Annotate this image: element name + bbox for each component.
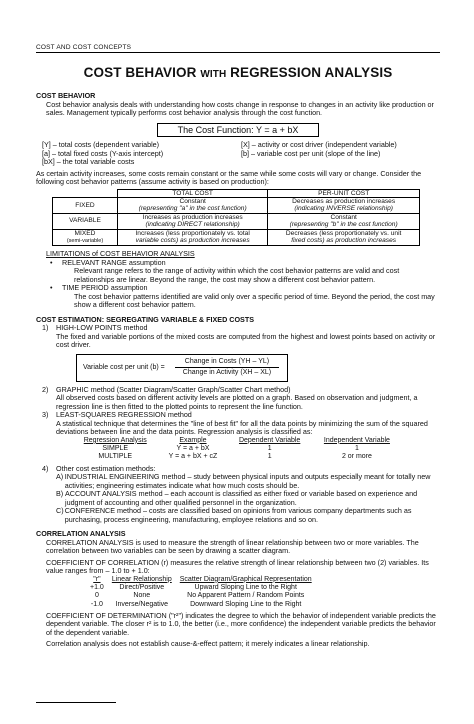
- method-1-text: The fixed and variable portions of the mixed costs are computed from the highest and lowest points based on activity or cost driver.: [56, 331, 436, 350]
- limitation-1-text: Relevant range refers to the range of activity within which the cost behavior patterns are valid and cost relationships are linear. Beyond the range, the cost may show a different cost behavior pattern.: [74, 266, 400, 284]
- list-item: A) INDUSTRIAL ENGINEERING method – study between physical inputs and outputs especially meant for totally new activities; engineering estimates indicate what how much costs should be.: [56, 472, 431, 490]
- method-2-title: GRAPHIC method (Scatter Diagram/Scatter Graph/Scatter Chart method): [56, 384, 291, 394]
- limitation-1-title: RELEVANT RANGE assumption: [62, 257, 166, 267]
- regression-table: Regression Analysis Example Dependent Variable Independent Variable SIMPLE Y = a + bX 1 1 MULTIPLE Y = a + bX + cZ 1 2 or more: [72, 437, 402, 462]
- bullet-icon: •: [50, 257, 53, 267]
- section-heading-correlation: CORRELATION ANALYSIS: [36, 529, 126, 539]
- variable-definitions: [36, 141, 440, 167]
- def-bx: [bX] – the total variable costs: [42, 157, 135, 166]
- method-4-title: Other cost estimation methods:: [56, 463, 156, 473]
- cost-behavior-table: [52, 189, 420, 247]
- def-y: [Y] – total costs (dependent variable): [42, 140, 160, 149]
- cost-behavior-intro: Cost behavior analysis deals with understanding how costs change in response to changes in an activity like production or sales. Management typically performs cost behavior analysis through the cost function.: [46, 99, 434, 117]
- method-3-text: A statistical technique that determines the "line of best fit" for all the data points by minimizing the sum of the squared deviations between line and the data points. Regression analysis is classified as:: [56, 418, 428, 437]
- table-row: SIMPLE Y = a + bX 1 1: [102, 445, 359, 453]
- cost-function-formula: The Cost Function: Y = a + bX: [157, 123, 319, 138]
- correlation-p2: COEFFICIENT OF CORRELATION (r) measures the relative strength of linear relationship between two (2) variables. Its value ranges from – 1.0 to + 1.0:: [46, 557, 429, 576]
- table-row: MIXED (semi-variable) Increases (less proportionately vs. total variable costs) as production increases Decreases (less proportionately vs. unit fixed costs) as production increases: [53, 229, 420, 246]
- limitation-2-title: TIME PERIOD assumption: [62, 283, 148, 293]
- method-2-text: All observed costs based on different activity levels are plotted on a graph. Based on observation and judgment, a regression line is then fitted to the plotted points to represent the line function.: [56, 393, 418, 411]
- formula-denominator: Change in Activity (XH – XL): [182, 369, 272, 377]
- bullet-icon: •: [50, 283, 53, 293]
- footnote-divider: [36, 702, 116, 703]
- table-row: MULTIPLE Y = a + bX + cZ 1 2 or more: [98, 453, 372, 461]
- limitation-2-text: The cost behavior patterns identified are valid only over a specific period of time. Beyond the period, the cost may show a different cost behavior pattern.: [74, 291, 435, 310]
- correlation-p3: COEFFICIENT OF DETERMINATION ("r²") indicates the degree to which the behavior of independent variable predicts the dependent variable. The closer r² is to 1.0, the better (i.e., more confidence) the independent variable predicts the behavior of the dependent variable.: [46, 610, 436, 637]
- table-row: +1.0 Direct/Positive Upward Sloping Line to the Right: [90, 584, 297, 592]
- table-row: FIXED Constant (representing "a" in the cost function) Decreases as production increases (indicating INVERSE relationship): [53, 197, 420, 213]
- limitations-heading: LIMITATIONS of COST BEHAVIOR ANALYSIS: [46, 249, 195, 259]
- row-label: VARIABLE: [53, 213, 118, 229]
- page-title: COST BEHAVIOR WITH REGRESSION ANALYSIS: [83, 65, 393, 80]
- table-row: 0 None No Apparent Pattern / Random Points: [94, 592, 305, 600]
- correlation-table: "r" Linear Relationship Scatter Diagram/Graphical Representation +1.0 Direct/Positive Upward Sloping Line to the Right 0 None No Apparent Pattern / Random Points -1.0 Inverse/Negative Downward Sloping Line to the Right: [86, 576, 316, 609]
- header-total-cost: TOTAL COST: [118, 189, 268, 197]
- cost-pattern-intro: As certain activity increases, some costs remain constant or the same while some costs will vary or change. Consider the following cost behavior patterns (assume activity is based on production):: [36, 168, 422, 186]
- formula-numerator: Change in Costs (YH – YL): [175, 358, 279, 369]
- header-per-unit-cost: PER-UNIT COST: [268, 189, 420, 197]
- table-row: VARIABLE Increases as production increases (indicating DIRECT relationship) Constant (representing "b" in the cost function): [53, 213, 420, 229]
- correlation-p4: Correlation analysis does not establish cause-&-effect pattern; it merely indicates a linear relationship.: [46, 639, 370, 649]
- list-item: C) CONFERENCE method – costs are classified based on opinions from various company departments such as purchasing, process engineering, manufacturing, employee relations and so on.: [56, 506, 412, 524]
- variable-cost-formula: Variable cost per unit (b) = $\frac{\text{Change in Costs (YH – YL)}}{\text{Change in Activity (XH – XL)}}$: [76, 354, 440, 382]
- def-b: [b] – variable cost per unit (slope of the line): [241, 148, 381, 158]
- running-header: COST AND COST CONCEPTS: [36, 44, 440, 53]
- correlation-p1: CORRELATION ANALYSIS is used to measure the strength of linear relationship between two or more variables. The correlation between two variables can be seen by drawing a scatter diagram.: [46, 537, 419, 556]
- method-3-title: LEAST-SQUARES REGRESSION method: [56, 410, 192, 420]
- section-heading-cost-estimation: COST ESTIMATION: SEGREGATING VARIABLE & FIXED COSTS: [36, 314, 255, 324]
- method-1-title: HIGH-LOW POINTS method: [56, 323, 148, 333]
- def-a: [a] – total fixed costs (Y-axis intercept): [42, 148, 164, 158]
- row-label: FIXED: [53, 197, 118, 213]
- section-heading-cost-behavior: COST BEHAVIOR: [36, 91, 96, 100]
- list-item: B) ACCOUNT ANALYSIS method – each account is classified as either fixed or variable based on experience and judgment of accounting and other qualified personnel in the organization.: [56, 489, 418, 507]
- def-x: [X] – activity or cost driver (independent variable): [241, 140, 397, 149]
- table-row: -1.0 Inverse/Negative Downward Sloping Line to the Right: [90, 600, 302, 608]
